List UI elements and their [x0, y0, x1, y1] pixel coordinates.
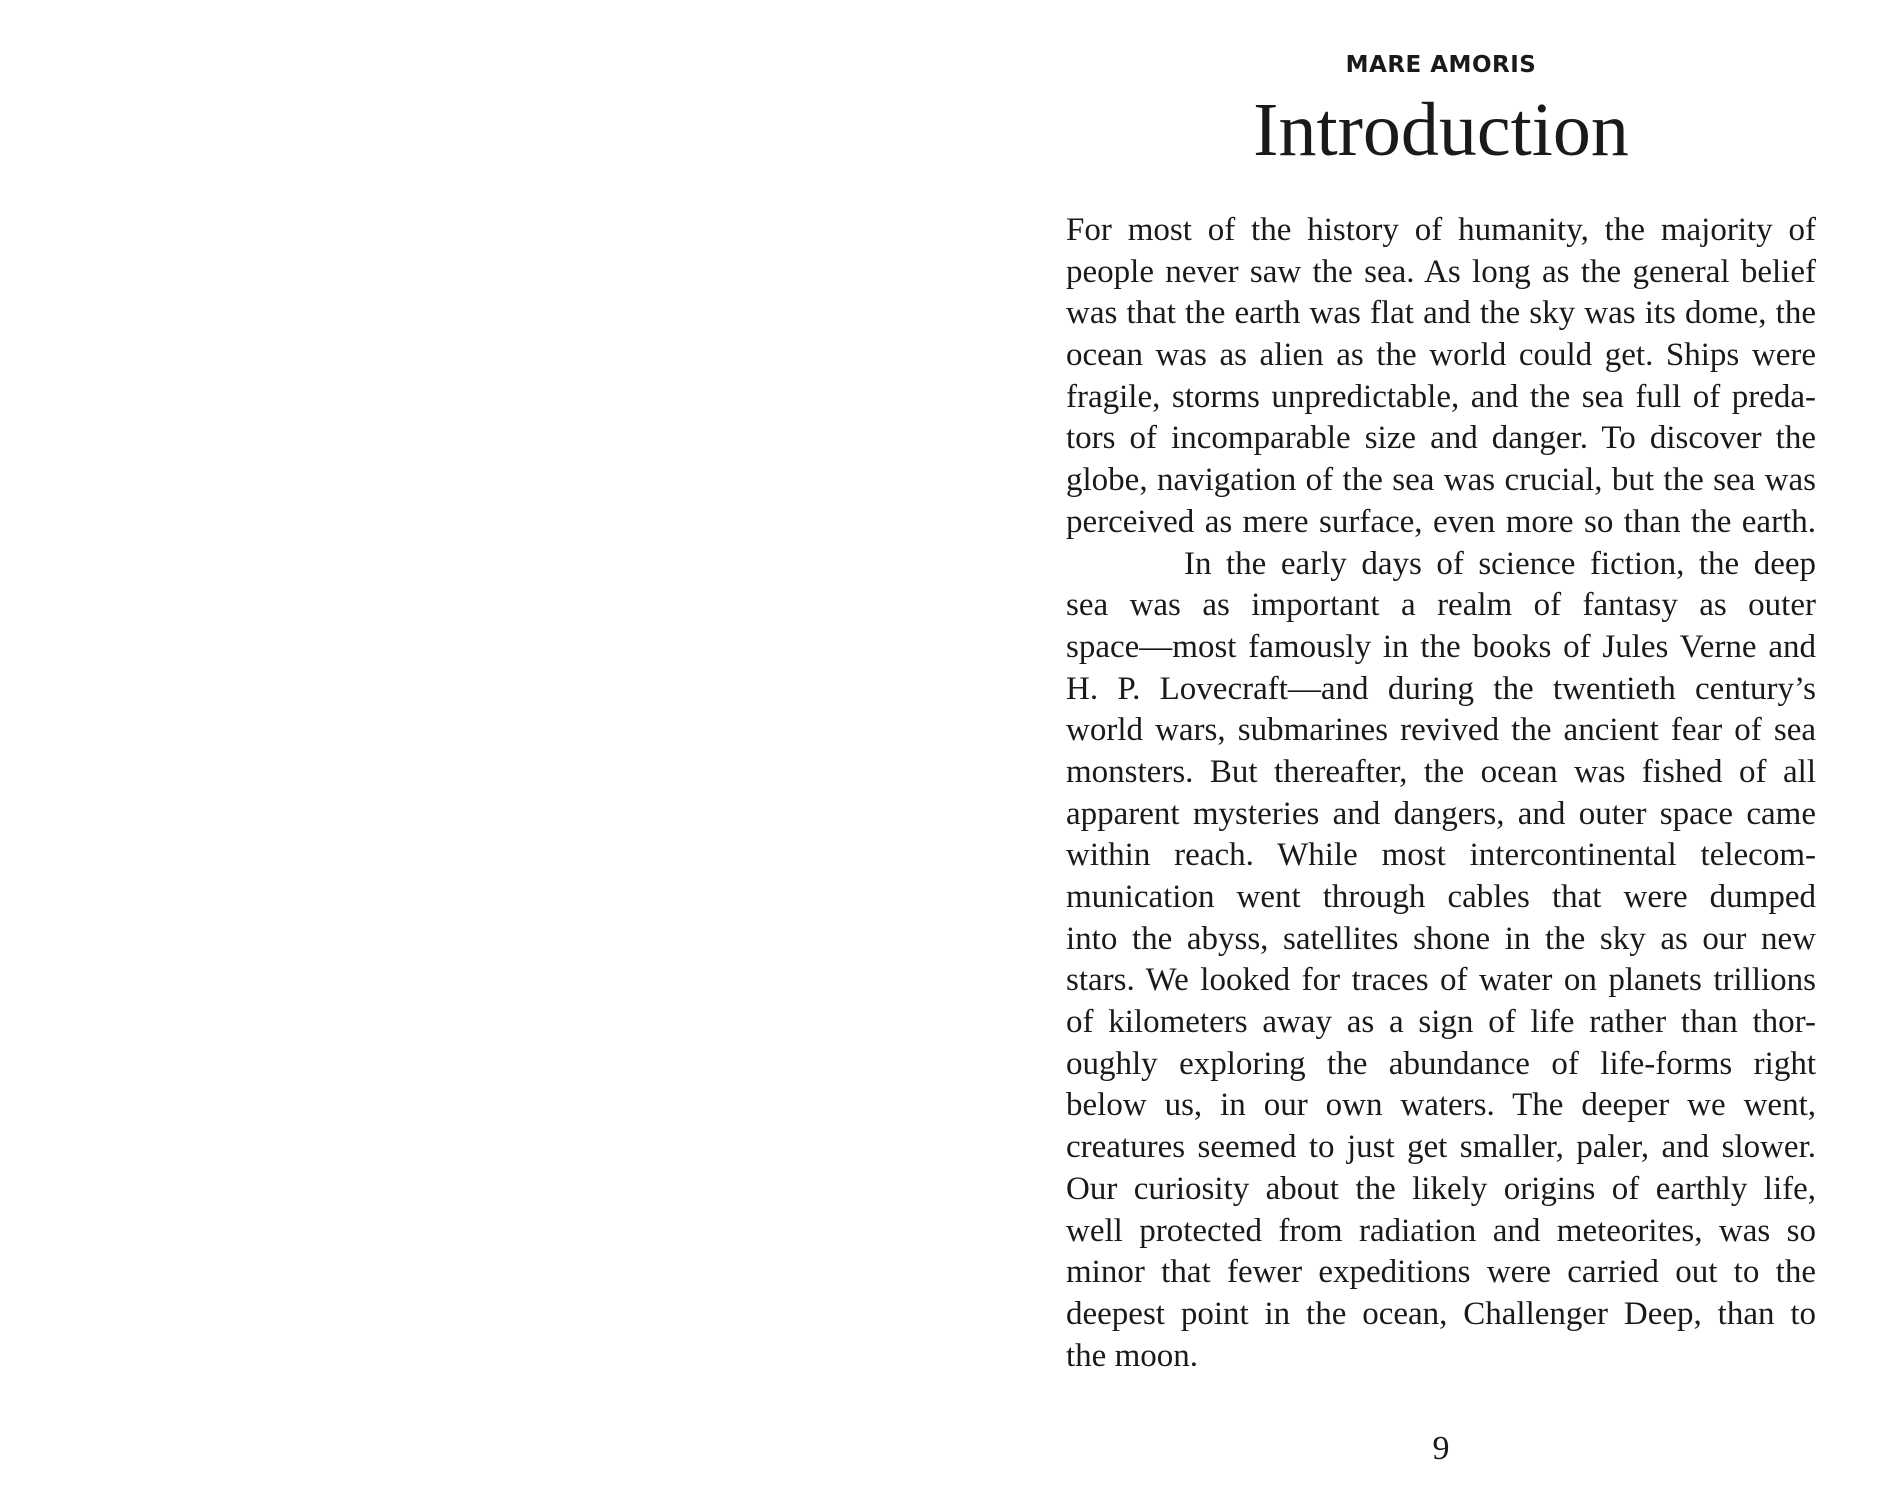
text-line: munication went through cables that were dumped: [1066, 879, 1816, 915]
text-line: ocean was as alien as the world could get. Ships were: [1066, 337, 1816, 374]
text-line: into the abyss, satellites shone in the sky as our new: [1066, 920, 1816, 957]
text-line: apparent mysteries and dangers, and outer space came: [1066, 795, 1816, 832]
text-line: of kilometers away as a sign of life rather than thor-: [1066, 1004, 1816, 1041]
text-line: minor that fewer expeditions were carried out to the: [1066, 1254, 1816, 1291]
paragraph-1: [1066, 210, 1816, 544]
text-line: H. P. Lovecraft—and during the twentieth century’s: [1066, 670, 1816, 707]
text-line: perceived as mere surface, even more so than the earth.: [1066, 503, 1816, 540]
text-line: globe, navigation of the sea was crucial, but the sea was: [1066, 462, 1816, 499]
text-line: creatures seemed to just get smaller, paler, and slower.: [1066, 1129, 1816, 1166]
text-line: below us, in our own waters. The deeper we went,: [1066, 1087, 1816, 1124]
text-line: deepest point in the ocean, Challenger Deep, than to: [1066, 1295, 1816, 1332]
chapter-title: Introduction: [1253, 88, 1629, 172]
body-text: [1066, 210, 1816, 1377]
text-line: tors of incomparable size and danger. To discover the: [1066, 420, 1816, 457]
text-line-last: the moon.: [1066, 1337, 1198, 1374]
text-line: people never saw the sea. As long as the general belief: [1066, 253, 1816, 290]
text-line: fragile, storms unpredictable, and the sea full of preda-: [1066, 378, 1816, 415]
text-line: sea was as important a realm of fantasy as outer: [1066, 587, 1816, 624]
text-line: space—most famously in the books of Jules Verne and: [1066, 628, 1816, 665]
text-line: well protected from radiation and meteorites, was so: [1066, 1212, 1816, 1249]
text-line: oughly exploring the abundance of life-forms right: [1066, 1045, 1816, 1082]
paragraph-2: [1066, 544, 1816, 1378]
running-head: MARE AMORIS: [1345, 52, 1537, 78]
text-line: monsters. But thereafter, the ocean was fished of all: [1066, 753, 1816, 790]
page-number: 9: [1432, 1430, 1450, 1467]
text-line-indented: In the early days of science fiction, the deep: [1184, 545, 1816, 582]
text-line: within reach. While most intercontinental telecom-: [1066, 837, 1816, 874]
text-line: was that the earth was flat and the sky was its dome, the: [1066, 295, 1816, 332]
text-line: For most of the history of humanity, the majority of: [1066, 212, 1816, 248]
text-line: Our curiosity about the likely origins of earthly life,: [1066, 1170, 1816, 1207]
text-line: stars. We looked for traces of water on planets trillions: [1066, 962, 1816, 999]
text-line: world wars, submarines revived the ancient fear of sea: [1066, 712, 1816, 749]
